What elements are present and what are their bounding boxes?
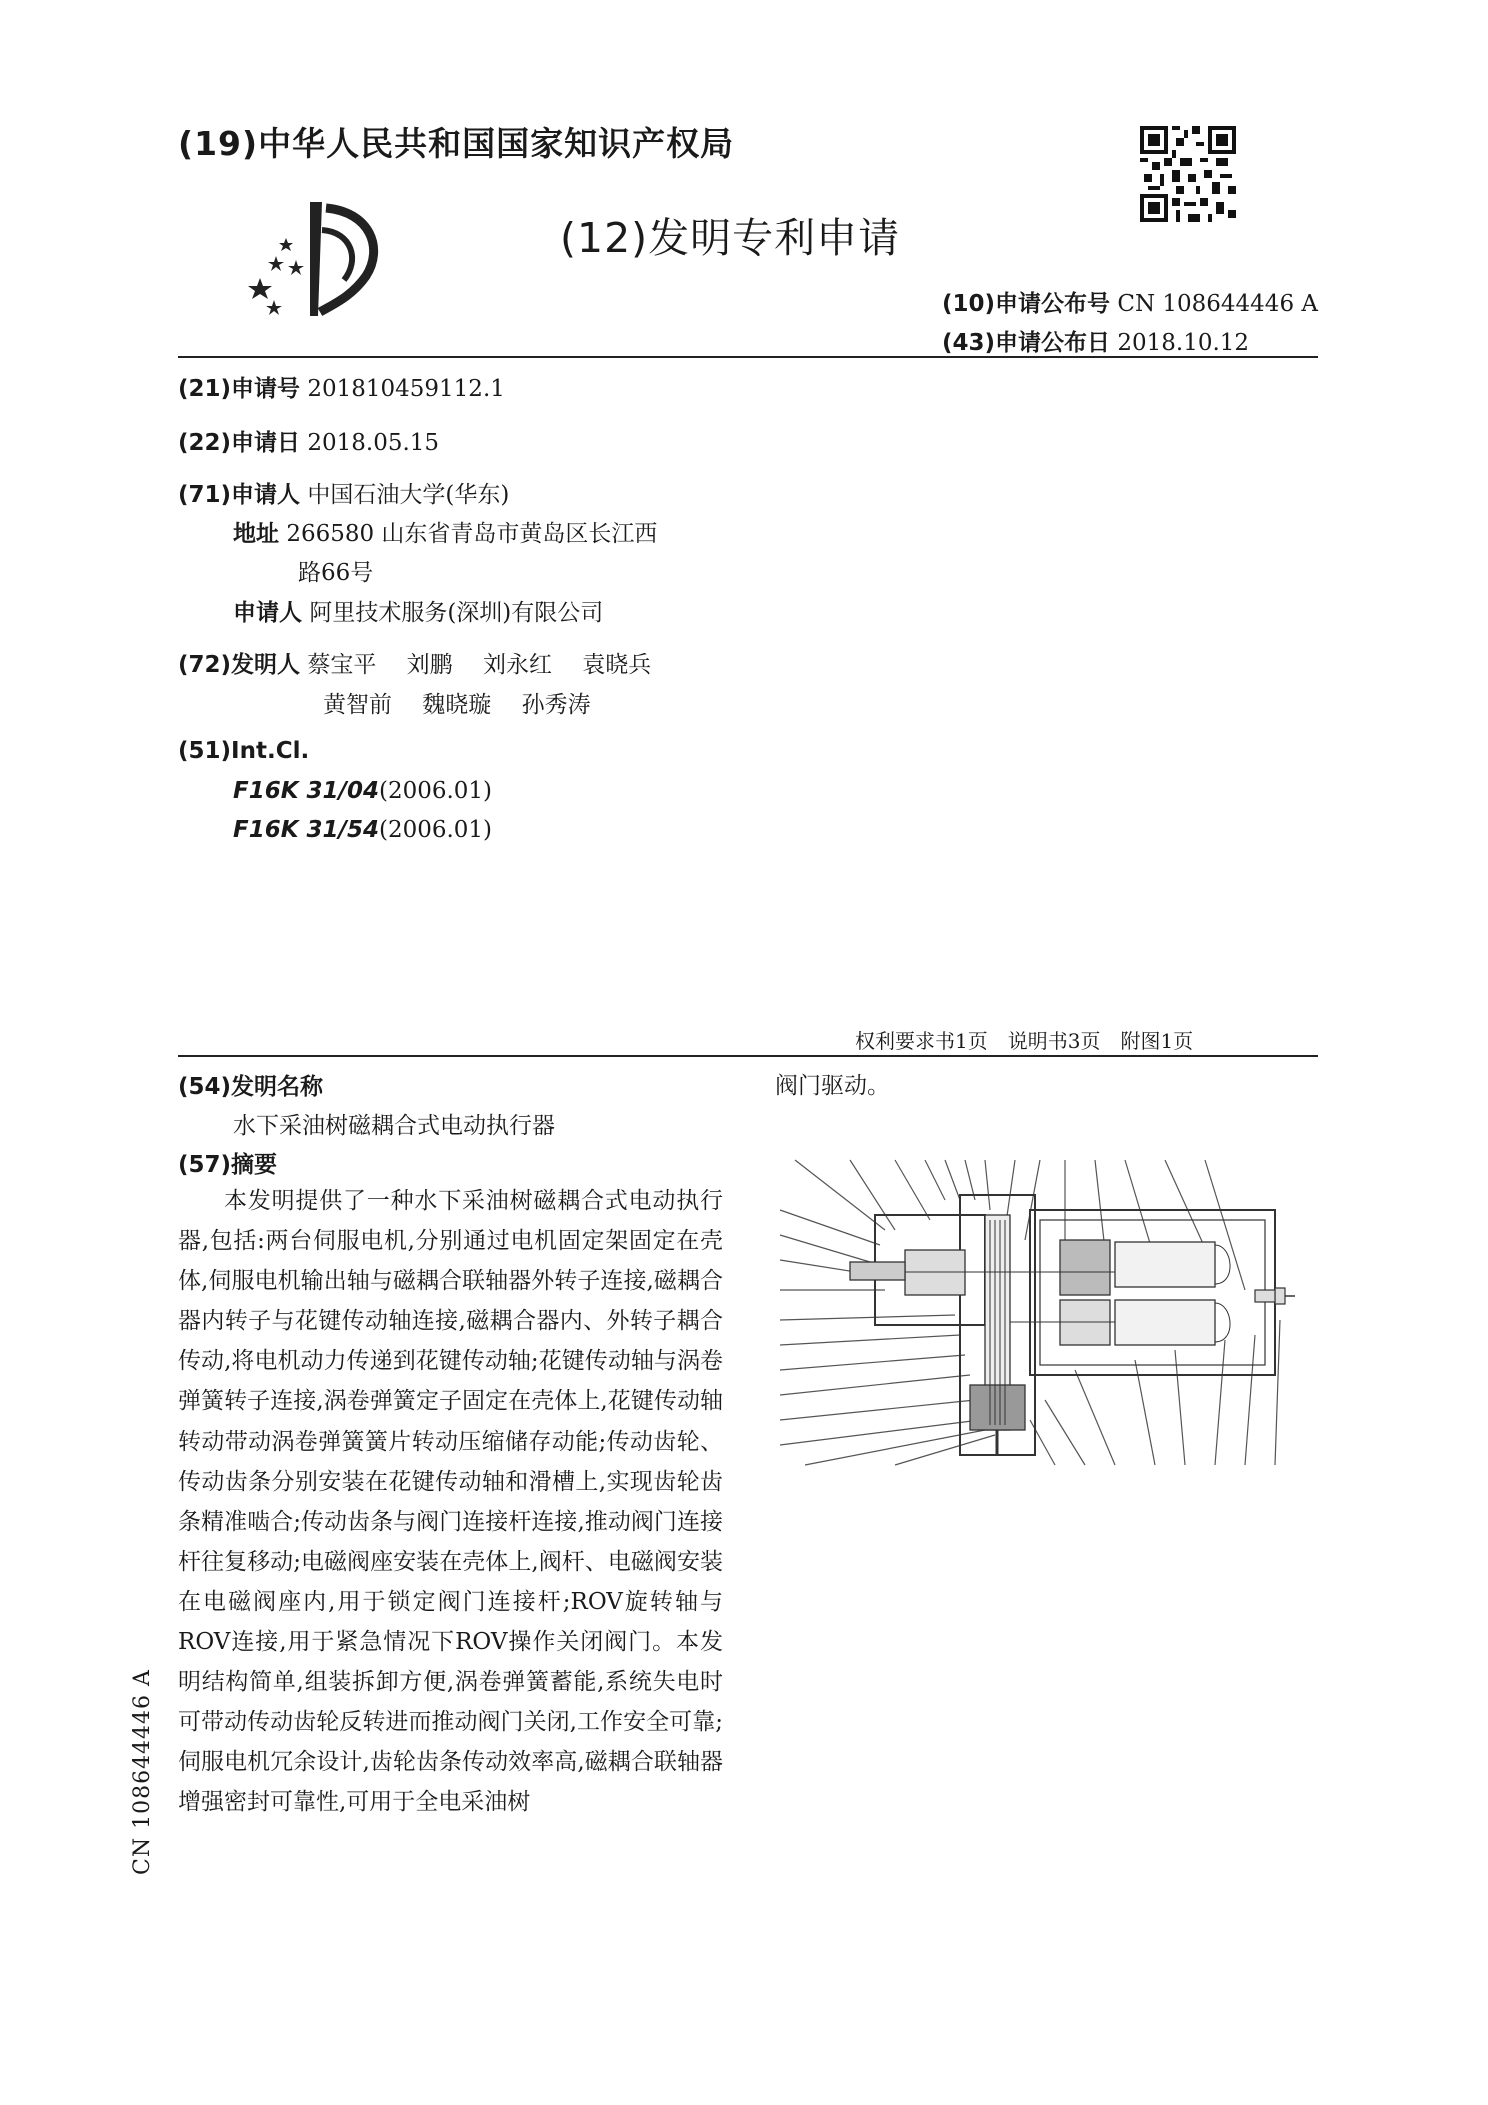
- document-type: (12)发明专利申请: [560, 214, 901, 262]
- publication-number: CN 108644446 A: [1117, 291, 1318, 317]
- abstract-continuation: 阀门驱动。: [775, 1073, 890, 1099]
- applicant-2: 阿里技术服务(深圳)有限公司: [309, 600, 604, 626]
- address-line-1: 266580 山东省青岛市黄岛区长江西: [286, 521, 658, 547]
- applicant-2-label: 申请人: [233, 600, 302, 626]
- address-line-2: 路66号: [298, 560, 374, 586]
- application-number-label: (21)申请号: [178, 376, 301, 402]
- application-date-label: (22)申请日: [178, 430, 301, 456]
- address-label: 地址: [233, 521, 279, 547]
- int-cl-row: [178, 738, 309, 764]
- applicant-label: (71)申请人: [178, 482, 301, 508]
- application-date: 2018.05.15: [307, 430, 440, 456]
- publication-date: 2018.10.12: [1117, 330, 1250, 356]
- section-divider: [178, 1055, 1318, 1057]
- applicant: 中国石油大学(华东): [307, 482, 510, 508]
- cnipa-logo: [248, 200, 388, 318]
- applicant-2-row: [233, 594, 603, 627]
- publication-date-row: [942, 324, 1249, 357]
- application-number-row: [178, 370, 505, 403]
- inventors-row: [178, 646, 651, 679]
- ipc-version-2: (2006.01): [378, 817, 493, 843]
- page-counts: 权利要求书1页 说明书3页 附图1页: [855, 1029, 1194, 1053]
- int-cl-label: (51)Int.Cl.: [178, 738, 310, 764]
- publication-date-label: (43)申请公布日: [942, 330, 1111, 356]
- abstract-label: (57)摘要: [178, 1152, 278, 1178]
- inventors-label: (72)发明人: [178, 652, 301, 678]
- invention-title: 水下采油树磁耦合式电动执行器: [233, 1113, 555, 1139]
- abstract-text: 本发明提供了一种水下采油树磁耦合式电动执行器,包括:两台伺服电机,分别通过电机固定架固定在壳体,伺服电机输出轴与磁耦合联轴器外转子连接,磁耦合器内转子与花键传动轴连接,磁耦合器内、外转子耦合传动,将电机动力传递到花键传动轴;花键传动轴与涡卷弹簧转子连接,涡卷弹簧定子固定在壳体上,花键传动轴转动带动涡卷弹簧簧片转动压缩储存动能;传动齿轮、传动齿条分别安装在花键传动轴和滑槽上,实现齿轮齿条精准啮合;传动齿条与阀门连接杆连接,推动阀门连接杆往复移动;电磁阀座安装在壳体上,阀杆、电磁阀安装在电磁阀座内,用于锁定阀门连接杆;ROV旋转轴与ROV连接,用于紧急情况下ROV操作关闭阀门。本发明结构简单,组装拆卸方便,涡卷弹簧蓄能,系统失电时可带动传动齿轮反转进而推动阀门关闭,工作安全可靠;伺服电机冗余设计,齿轮齿条传动效率高,磁耦合联轴器增强密封可靠性,可用于全电采油树: [178, 1188, 723, 1816]
- abstract-drawing: [775, 1150, 1295, 1470]
- applicant-row: [178, 476, 509, 509]
- qr-code: [1140, 126, 1236, 222]
- ipc-version-1: (2006.01): [378, 778, 493, 804]
- office-name: (19)中华人民共和国国家知识产权局: [178, 124, 735, 163]
- ipc-row-1: [233, 778, 492, 804]
- inventors-line-1: 蔡宝平 刘鹏 刘永红 袁晓兵: [307, 652, 652, 678]
- ipc-row-2: [233, 817, 492, 843]
- publication-number-label: (10)申请公布号: [942, 291, 1111, 317]
- application-number: 201810459112.1: [307, 376, 505, 402]
- inventors-line-2: 黄智前 魏晓璇 孙秀涛: [323, 692, 591, 718]
- application-date-row: [178, 424, 439, 457]
- title-label: (54)发明名称: [178, 1074, 324, 1100]
- header-divider: [178, 356, 1318, 358]
- side-publication-number: CN 108644446 A: [130, 1669, 155, 1875]
- publication-number-row: [942, 285, 1318, 318]
- ipc-code-1: F16K 31/04: [233, 778, 379, 804]
- ipc-code-2: F16K 31/54: [233, 817, 379, 843]
- address-row: [233, 515, 657, 548]
